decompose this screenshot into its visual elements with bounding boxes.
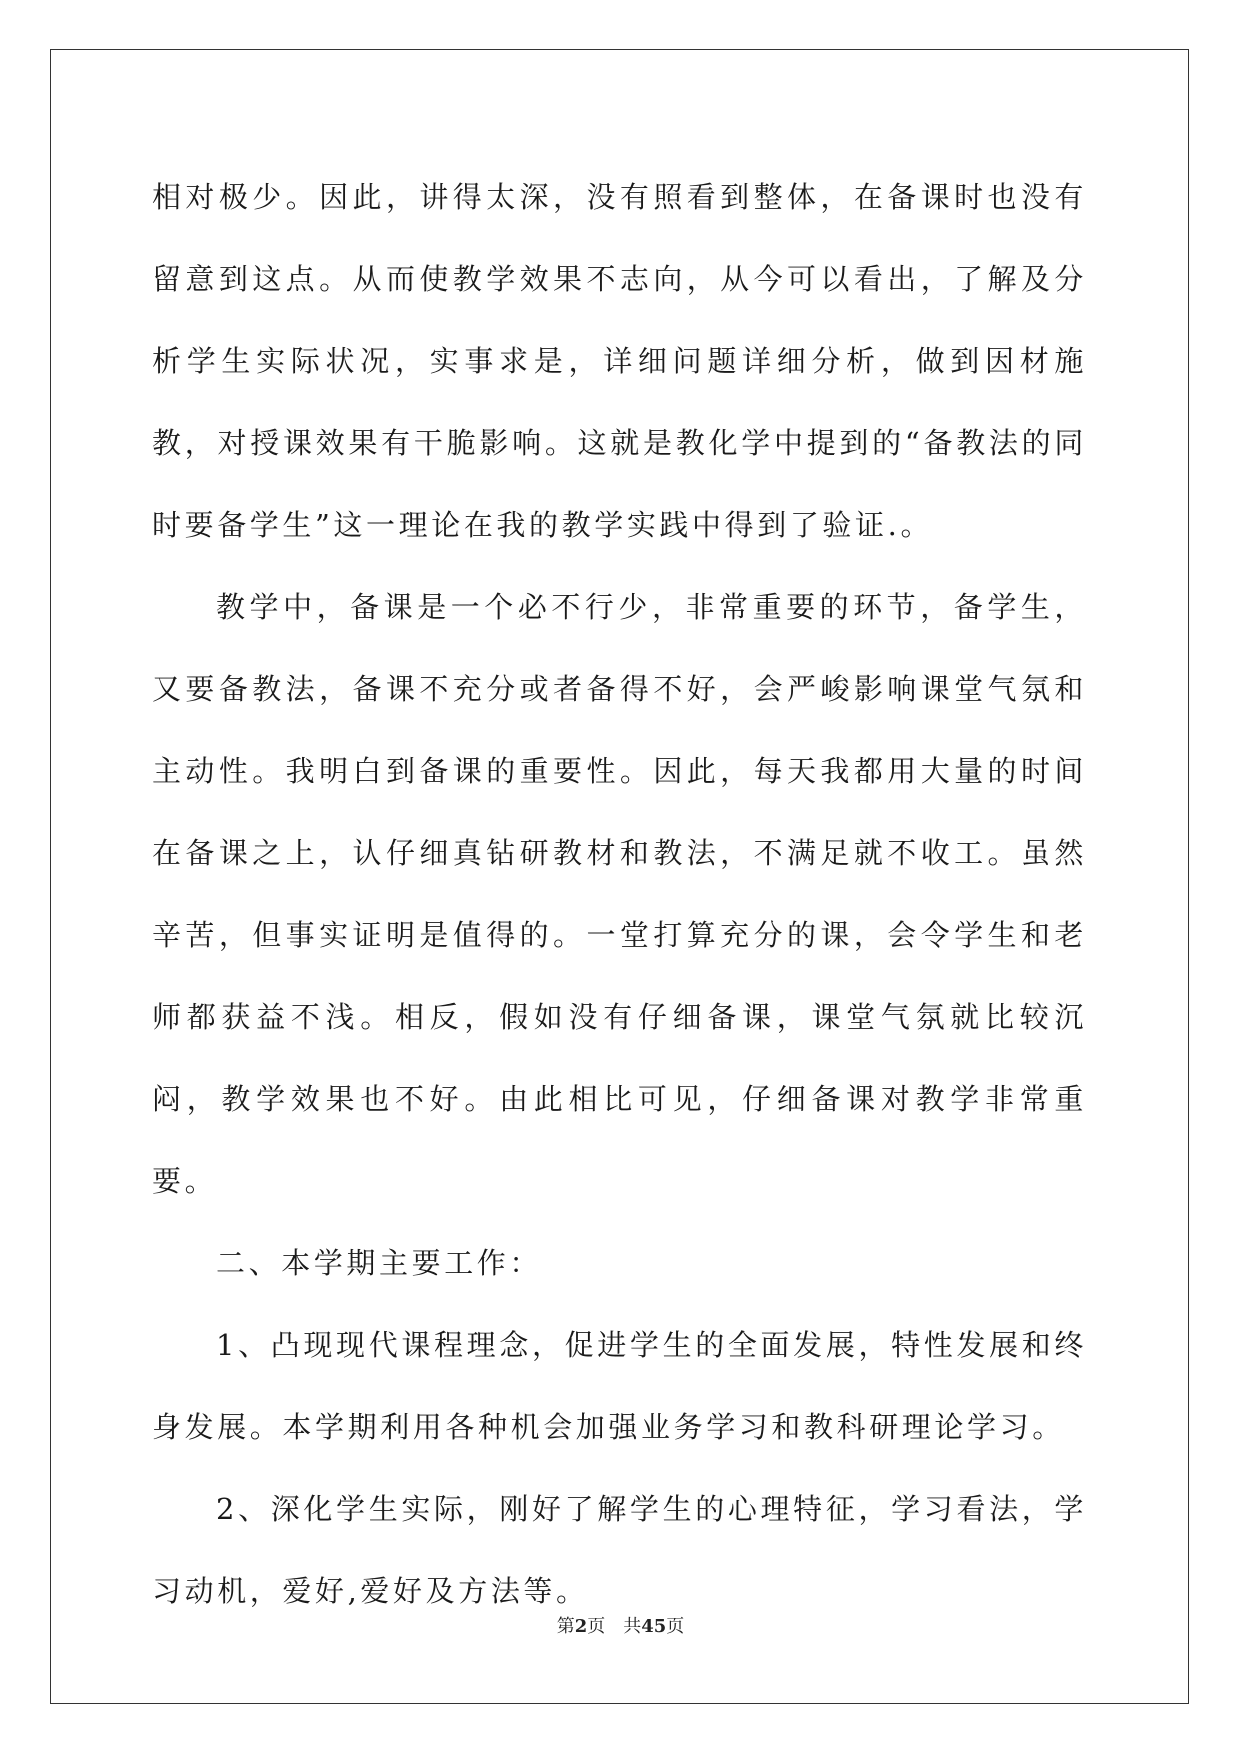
- page-suffix: 页: [587, 1616, 606, 1637]
- paragraph-item-2: 2、深化学生实际，刚好了解学生的心理特征，学习看法，学习动机，爱好,爱好及方法等。: [152, 1492, 1087, 1608]
- document-body: [152, 156, 1087, 1632]
- total-pages: 45: [641, 1616, 667, 1637]
- paragraph-1: 相对极少。因此，讲得太深，没有照看到整体，在备课时也没有留意到这点。从而使教学效果不志向，从今可以看出，了解及分析学生实际状况，实事求是，详细问题详细分析，做到因材施教，对授课效果有干脆影响。这就是教化学中提到的“备教法的同时要备学生”这一理论在我的教学实践中得到了验证.。: [152, 180, 1087, 542]
- paragraph-2: 教学中，备课是一个必不行少，非常重要的环节，备学生，又要备教法，备课不充分或者备得不好，会严峻影响课堂气氛和主动性。我明白到备课的重要性。因此，每天我都用大量的时间在备课之上，认仔细真钻研教材和教法，不满足就不收工。虽然辛苦，但事实证明是值得的。一堂打算充分的课，会令学生和老师都获益不浅。相反，假如没有仔细备课，课堂气氛就比较沉闷，教学效果也不好。由此相比可见，仔细备课对教学非常重要。: [152, 590, 1087, 1198]
- page-footer: [0, 1612, 1241, 1638]
- total-prefix: 共: [623, 1616, 642, 1637]
- paragraph-item-1: 1、凸现现代课程理念，促进学生的全面发展，特性发展和终身发展。本学期利用各种机会加强业务学习和教科研理论学习。: [152, 1328, 1087, 1444]
- page-number: 2: [574, 1616, 588, 1637]
- total-suffix: 页: [666, 1616, 685, 1637]
- section-heading: 二、本学期主要工作：: [216, 1246, 543, 1280]
- page-prefix: 第: [556, 1616, 575, 1637]
